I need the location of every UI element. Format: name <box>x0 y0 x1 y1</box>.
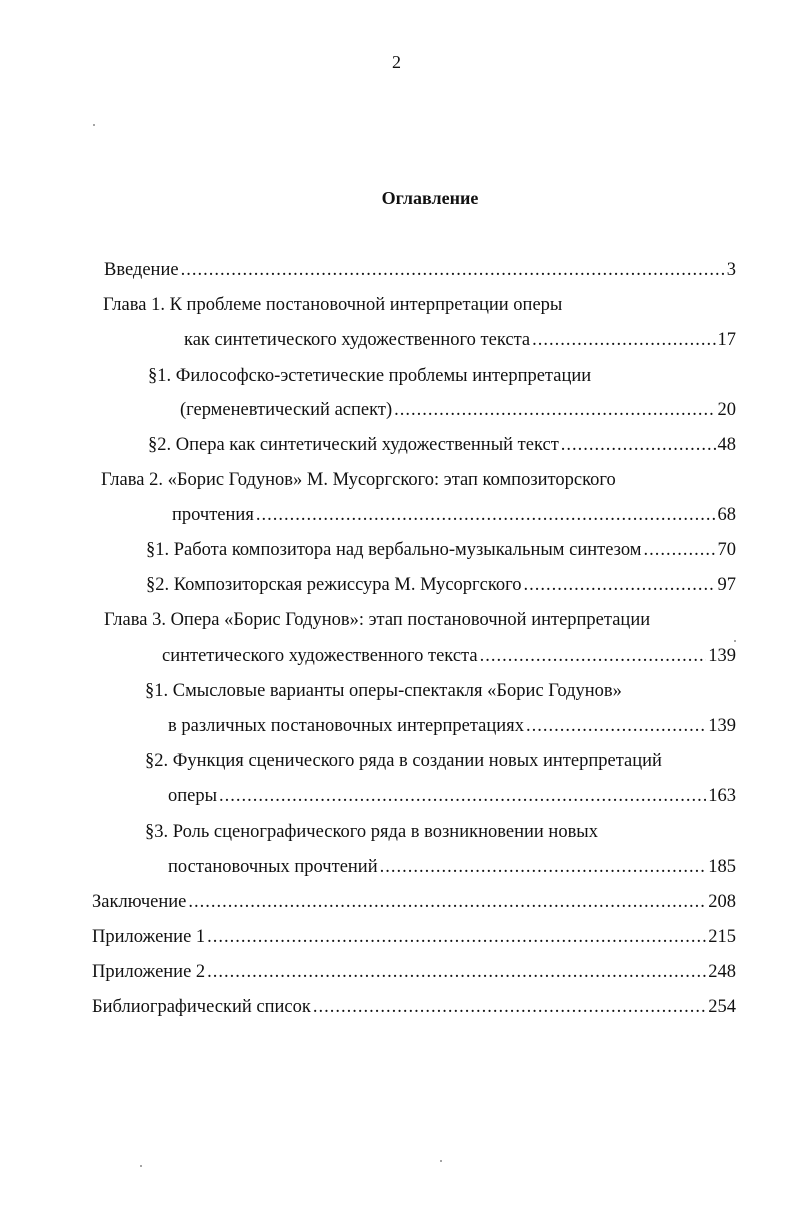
toc-entry-section-3-3 <box>168 855 736 879</box>
toc-chapter-3-heading: Глава 3. Опера «Борис Годунов»: этап постановочной интерпретации <box>104 610 651 630</box>
dot-leader <box>207 960 706 984</box>
toc-entry-label: Введение <box>104 260 179 280</box>
toc-section-1-1-heading: §1. Философско-эстетические проблемы интерпретации <box>148 366 592 386</box>
toc-section-3-2-heading: §2. Функция сценического ряда в создании новых интерпретаций <box>145 751 662 771</box>
toc-entry-chapter-3 <box>162 644 736 668</box>
dot-leader <box>313 995 706 1019</box>
toc-entry-label: прочтения <box>172 505 254 525</box>
scan-speck <box>93 124 95 126</box>
toc-entry-page: 208 <box>708 892 736 912</box>
toc-entry-label: в различных постановочных интерпретациях <box>168 716 524 736</box>
dot-leader <box>643 538 715 562</box>
toc-entry-page: 254 <box>708 997 736 1017</box>
toc-entry-section-1-2 <box>148 433 736 457</box>
toc-entry-label: §1. Работа композитора над вербально-музыкальным синтезом <box>146 540 642 560</box>
toc-entry-page: 248 <box>708 962 736 982</box>
toc-entry-chapter-2 <box>172 503 736 527</box>
toc-entry-label: оперы <box>168 786 218 806</box>
toc-entry-page: 20 <box>717 400 736 420</box>
dot-leader <box>188 890 706 914</box>
dot-leader <box>380 855 707 879</box>
toc-entry-label: Заключение <box>92 892 187 912</box>
toc-entry-appendix-2 <box>92 960 736 984</box>
toc-entry-conclusion <box>92 890 736 914</box>
toc-entry-page: 215 <box>708 927 736 947</box>
toc-entry-label: постановочных прочтений <box>168 857 378 877</box>
dot-leader <box>256 503 716 527</box>
toc-entry-page: 185 <box>708 857 736 877</box>
dot-leader <box>219 784 706 808</box>
toc-entry-section-3-2 <box>168 784 736 808</box>
toc-entry-label: Приложение 1 <box>92 927 206 947</box>
toc-entry-label: Приложение 2 <box>92 962 206 982</box>
dot-leader <box>480 644 707 668</box>
scan-speck <box>140 1165 142 1167</box>
toc-entry-intro <box>104 258 736 282</box>
toc-entry-appendix-1 <box>92 925 736 949</box>
toc-entry-page: 3 <box>726 260 736 280</box>
toc-entry-page: 70 <box>717 540 736 560</box>
toc-entry-label: как синтетического художественного текста <box>184 330 531 350</box>
toc-section-3-3-heading: §3. Роль сценографического ряда в возникновении новых <box>145 822 598 842</box>
page-number: 2 <box>392 52 401 72</box>
dot-leader <box>561 433 716 457</box>
toc-chapter-1-heading: Глава 1. К проблеме постановочной интерпретации оперы <box>103 295 563 315</box>
toc-chapter-2-heading: Глава 2. «Борис Годунов» М. Мусоргского: этап композиторского <box>101 470 616 490</box>
toc-entry-page: 17 <box>717 330 736 350</box>
toc-entry-page: 68 <box>717 505 736 525</box>
toc-entry-label: Библиографический список <box>92 997 311 1017</box>
dot-leader <box>524 573 716 597</box>
toc-entry-label: (герменевтический аспект) <box>180 400 393 420</box>
toc-entry-page: 139 <box>708 716 736 736</box>
toc-entry-page: 139 <box>708 646 736 666</box>
scan-speck <box>734 640 736 642</box>
toc-entry-label: §2. Композиторская режиссура М. Мусоргского <box>146 575 522 595</box>
toc-section-3-1-heading: §1. Смысловые варианты оперы-спектакля «Борис Годунов» <box>145 681 622 701</box>
toc-title: Оглавление <box>381 188 479 208</box>
dot-leader <box>207 925 706 949</box>
toc-entry-section-2-1 <box>146 538 736 562</box>
dot-leader <box>526 714 706 738</box>
toc-entry-section-1-1 <box>180 398 736 422</box>
toc-entry-page: 48 <box>717 435 736 455</box>
toc-entry-page: 163 <box>708 786 736 806</box>
toc-entry-section-3-1 <box>168 714 736 738</box>
toc-entry-chapter-1 <box>184 328 736 352</box>
toc-entry-bibliography <box>92 995 736 1019</box>
dot-leader <box>394 398 715 422</box>
toc-entry-label: §2. Опера как синтетический художественный текст <box>148 435 559 455</box>
toc-entry-label: синтетического художественного текста <box>162 646 478 666</box>
dot-leader <box>181 258 725 282</box>
scan-speck <box>440 1160 442 1162</box>
toc-entry-page: 97 <box>717 575 736 595</box>
dot-leader <box>532 328 715 352</box>
toc-entry-section-2-2 <box>146 573 736 597</box>
